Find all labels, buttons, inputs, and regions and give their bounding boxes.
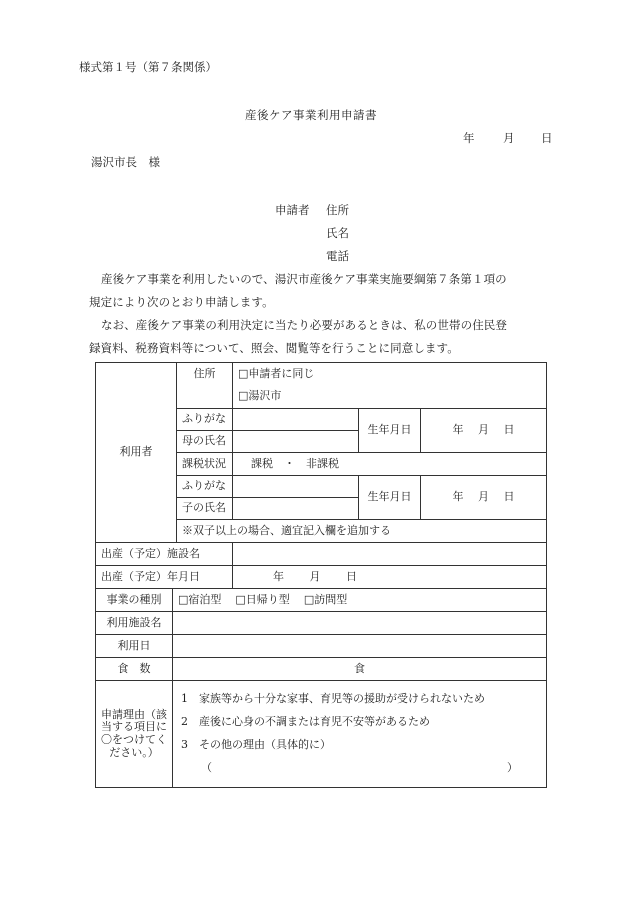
- reason-option-1[interactable]: 1 家族等から十分な家事、育児等の援助が受けられないため: [181, 692, 485, 705]
- meals-unit[interactable]: 食: [173, 658, 547, 681]
- child-furigana-label: ふりがな: [177, 476, 233, 498]
- tax-status-options[interactable]: 課税 ・ 非課税: [233, 453, 547, 476]
- service-type-stay[interactable]: □宿泊型: [178, 592, 222, 606]
- mother-furigana-input[interactable]: [233, 409, 359, 431]
- address-option-yuzawa[interactable]: □湯沢市: [233, 386, 547, 409]
- meals-label: 食 数: [96, 658, 173, 681]
- mother-birthdate-label: 生年月日: [359, 409, 421, 453]
- paragraph-1-line-2: 規定により次のとおり申請します。: [89, 295, 274, 309]
- reason-other-detail[interactable]: [181, 756, 538, 779]
- mother-name-label: 母の氏名: [177, 431, 233, 453]
- form-number: 様式第１号（第７条関係）: [79, 60, 217, 74]
- child-birthdate-value[interactable]: 年 月 日: [421, 476, 547, 520]
- use-facility-input[interactable]: [173, 612, 547, 635]
- date-year-label: 年: [463, 131, 475, 145]
- delivery-date-label: 出産（予定）年月日: [96, 566, 233, 589]
- paragraph-2-line-2: 録資料、税務資料等について、照会、閲覧等を行うことに同意します。: [89, 341, 459, 355]
- address-option-same-as-applicant[interactable]: □申請者に同じ: [233, 363, 547, 386]
- user-label: 利用者: [96, 363, 177, 543]
- use-date-label: 利用日: [96, 635, 173, 658]
- child-furigana-input[interactable]: [233, 476, 359, 498]
- addressee: 湯沢市長 様: [91, 155, 160, 169]
- use-date-input[interactable]: [173, 635, 547, 658]
- page-title: 産後ケア事業利用申請書: [245, 108, 377, 122]
- applicant-name-label: 氏名: [326, 226, 349, 240]
- date-day-label: 日: [541, 131, 553, 145]
- application-form-table: [95, 362, 547, 788]
- delivery-facility-label: 出産（予定）施設名: [96, 543, 233, 566]
- tax-status-label: 課税状況: [177, 453, 233, 476]
- reason-close-paren: ）: [507, 761, 519, 774]
- reason-option-3[interactable]: 3 その他の理由（具体的に）: [181, 738, 331, 751]
- reason-option-2[interactable]: 2 産後に心身の不調または育児不安等があるため: [181, 715, 430, 728]
- paragraph-2-line-1: なお、産後ケア事業の利用決定に当たり必要があるときは、私の世帯の住民登: [101, 318, 507, 332]
- date-month-label: 月: [503, 131, 515, 145]
- mother-birthdate-value[interactable]: 年 月 日: [421, 409, 547, 453]
- service-type-label: 事業の種別: [96, 589, 173, 612]
- mother-name-input[interactable]: [233, 431, 359, 453]
- child-name-input[interactable]: [233, 498, 359, 520]
- paragraph-1-line-1: 産後ケア事業を利用したいので、湯沢市産後ケア事業実施要綱第７条第１項の: [101, 272, 507, 286]
- delivery-facility-input[interactable]: [233, 543, 547, 566]
- reason-open-paren: （: [201, 761, 212, 774]
- child-name-label: 子の氏名: [177, 498, 233, 520]
- applicant-phone-label: 電話: [326, 249, 349, 263]
- address-label: 住所: [177, 363, 233, 409]
- service-type-day[interactable]: □日帰り型: [235, 592, 290, 606]
- applicant-label: 申請者: [275, 203, 310, 217]
- twins-note: ※双子以上の場合、適宜記入欄を追加する: [177, 520, 547, 543]
- delivery-date-value[interactable]: 年 月 日: [233, 566, 547, 589]
- use-facility-label: 利用施設名: [96, 612, 173, 635]
- child-birthdate-label: 生年月日: [359, 476, 421, 520]
- reason-label: 申請理由（該当する項目に〇をつけてください。）: [96, 681, 173, 788]
- applicant-address-label: 住所: [326, 203, 349, 217]
- service-type-visit[interactable]: □訪問型: [303, 592, 348, 606]
- mother-furigana-label: ふりがな: [177, 409, 233, 431]
